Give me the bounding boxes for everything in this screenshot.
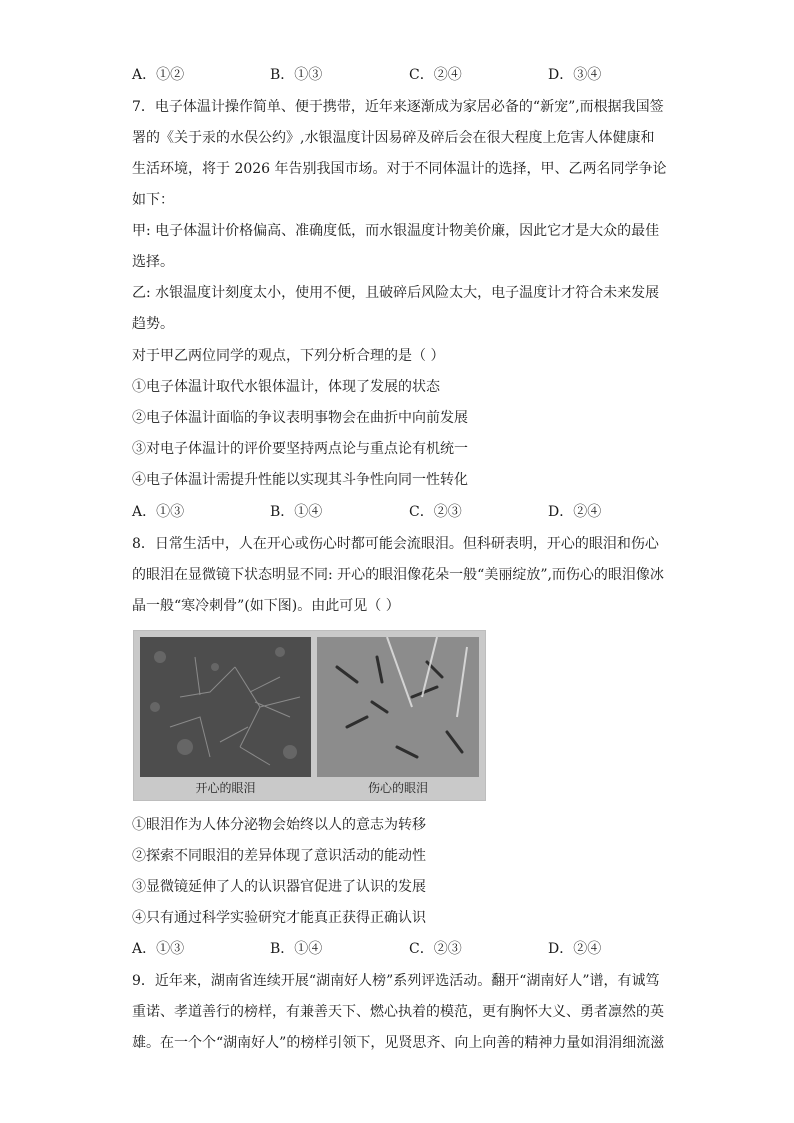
q9-stem-line-3: 雄。在一个个“湖南好人”的榜样引领下，见贤思齐、向上向善的精神力量如涓涓细流滋 <box>132 1035 665 1051</box>
q8-options <box>132 939 652 959</box>
q7-item-1: ①电子体温计取代水银体温计，体现了发展的状态 <box>132 379 440 395</box>
q7-options <box>132 502 652 522</box>
q7-question: 对于甲乙两位同学的观点，下列分析合理的是（ ） <box>132 348 445 364</box>
q6-option-a: A．①② <box>132 67 185 83</box>
q8-option-a: A．①③ <box>132 941 185 957</box>
q7-option-a: A．①③ <box>132 504 185 520</box>
happy-tears-image <box>140 637 311 777</box>
q7-stem-line-1: 7．电子体温计操作简单、便于携带，近年来逐渐成为家居必备的“新宠”,而根据我国签 <box>132 99 664 115</box>
q9-stem-line-2: 重诺、孝道善行的榜样，有兼善天下、燃心执着的模范，更有胸怀大义、勇者凛然的英 <box>132 1004 664 1020</box>
q7-option-b: B．①④ <box>270 504 323 520</box>
q8-item-3: ③显微镜延伸了人的认识器官促进了认识的发展 <box>132 879 426 895</box>
happy-tears-caption: 开心的眼泪 <box>195 781 256 795</box>
q7-option-c: C．②③ <box>409 504 462 520</box>
q9-stem-line-1: 9．近年来，湖南省连续开展“湖南好人榜”系列评选活动。翻开“湖南好人”谱，有诚笃 <box>132 973 660 989</box>
q7-option-d: D．②④ <box>548 504 602 520</box>
q8-option-b: B．①④ <box>270 941 323 957</box>
q7-yi-line-2: 趋势。 <box>132 316 174 332</box>
q8-stem-line-1: 8．日常生活中，人在开心或伤心时都可能会流眼泪。但科研表明，开心的眼泪和伤心 <box>132 536 659 552</box>
q8-item-1: ①眼泪作为人体分泌物会始终以人的意志为转移 <box>132 817 426 833</box>
q7-item-3: ③对电子体温计的评价要坚持两点论与重点论有机统一 <box>132 441 468 457</box>
q7-jia-line-2: 选择。 <box>132 254 174 270</box>
q8-option-d: D．②④ <box>548 941 602 957</box>
sad-tears-caption: 伤心的眼泪 <box>367 781 428 795</box>
q8-item-4: ④只有通过科学实验研究才能真正获得正确认识 <box>132 910 426 926</box>
q8-option-c: C．②③ <box>409 941 462 957</box>
q7-stem-line-4: 如下： <box>132 192 174 208</box>
q8-stem-line-2: 的眼泪在显微镜下状态明显不同: 开心的眼泪像花朵一般“美丽绽放”,而伤心的眼泪像冰 <box>132 567 664 583</box>
q6-option-c: C．②④ <box>409 67 462 83</box>
q7-yi-line-1: 乙: 水银温度计刻度太小，使用不便，且破碎后风险太大，电子温度计才符合未来发展 <box>132 285 660 301</box>
q8-item-2: ②探索不同眼泪的差异体现了意识活动的能动性 <box>132 848 426 864</box>
q7-stem-line-2: 署的《关于汞的水俣公约》,水银温度计因易碎及碎后会在很大程度上危害人体健康和 <box>132 130 655 146</box>
q8-stem-line-3: 晶一般“寒冷刺骨”(如下图)。由此可见（ ） <box>132 598 400 614</box>
microscope-tears-figure <box>133 630 486 801</box>
sad-tears-image <box>317 637 479 777</box>
q7-item-4: ④电子体温计需提升性能以实现其斗争性向同一性转化 <box>132 472 468 488</box>
q7-stem-line-3: 生活环境，将于 2026 年告别我国市场。对于不同体温计的选择，甲、乙两名同学争论 <box>132 161 667 177</box>
q7-item-2: ②电子体温计面临的争议表明事物会在曲折中向前发展 <box>132 410 468 426</box>
q6-option-d: D．③④ <box>548 67 602 83</box>
q6-option-b: B．①③ <box>270 67 323 83</box>
q6-options <box>132 65 652 85</box>
q7-jia-line-1: 甲: 电子体温计价格偏高、准确度低，而水银温度计物美价廉，因此它才是大众的最佳 <box>132 223 660 239</box>
